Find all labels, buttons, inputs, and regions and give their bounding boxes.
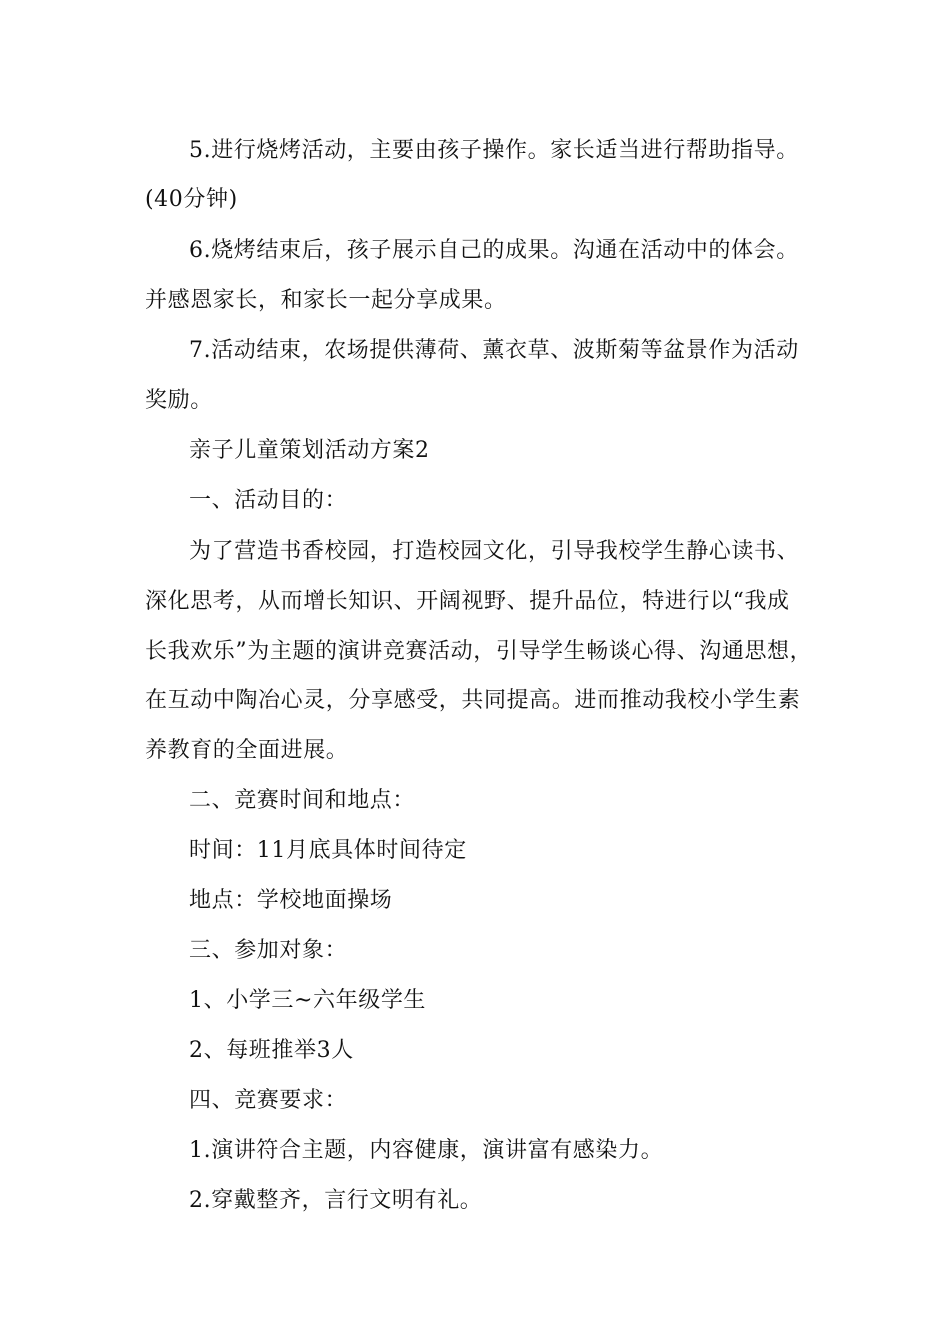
paragraph-line: 时间：11月底具体时间待定 [189,838,467,863]
paragraph-line: 5.进行烧烤活动，主要由孩子操作。家长适当进行帮助指导。 [189,138,799,163]
paragraph-line: 6.烧烤结束后，孩子展示自己的成果。沟通在活动中的体会。 [189,238,799,263]
list-item: 2.穿戴整齐，言行文明有礼。 [189,1188,483,1213]
paragraph-line: 7.活动结束，农场提供薄荷、薰衣草、波斯菊等盆景作为活动 [189,338,799,363]
paragraph-line: 并感恩家长，和家长一起分享成果。 [145,288,507,313]
paragraph-line: 为了营造书香校园，打造校园文化，引导我校学生静心读书、 [189,539,800,564]
list-item: 2、每班推举3人 [189,1038,354,1063]
paragraph-line: 深化思考，从而增长知识、开阔视野、提升品位，特进行以“我成 [145,589,790,614]
list-item: 1.演讲符合主题，内容健康，演讲富有感染力。 [189,1138,664,1163]
paragraph-line: 奖励。 [145,388,213,413]
paragraph-line: 养教育的全面进展。 [145,738,349,763]
list-item: 1、小学三~六年级学生 [189,988,427,1013]
paragraph-line: 长我欢乐”为主题的演讲竞赛活动，引导学生畅谈心得、沟通思想， [145,639,813,664]
section-title: 亲子儿童策划活动方案2 [189,438,430,463]
section-heading: 一、活动目的： [189,488,348,513]
section-heading: 四、竞赛要求： [189,1088,348,1113]
section-heading: 二、竞赛时间和地点： [189,788,416,813]
paragraph-line: 地点：学校地面操场 [189,888,393,913]
paragraph-line: 在互动中陶冶心灵，分享感受，共同提高。进而推动我校小学生素 [145,688,801,713]
paragraph-line: (40分钟) [145,187,238,212]
section-heading: 三、参加对象： [189,938,348,963]
